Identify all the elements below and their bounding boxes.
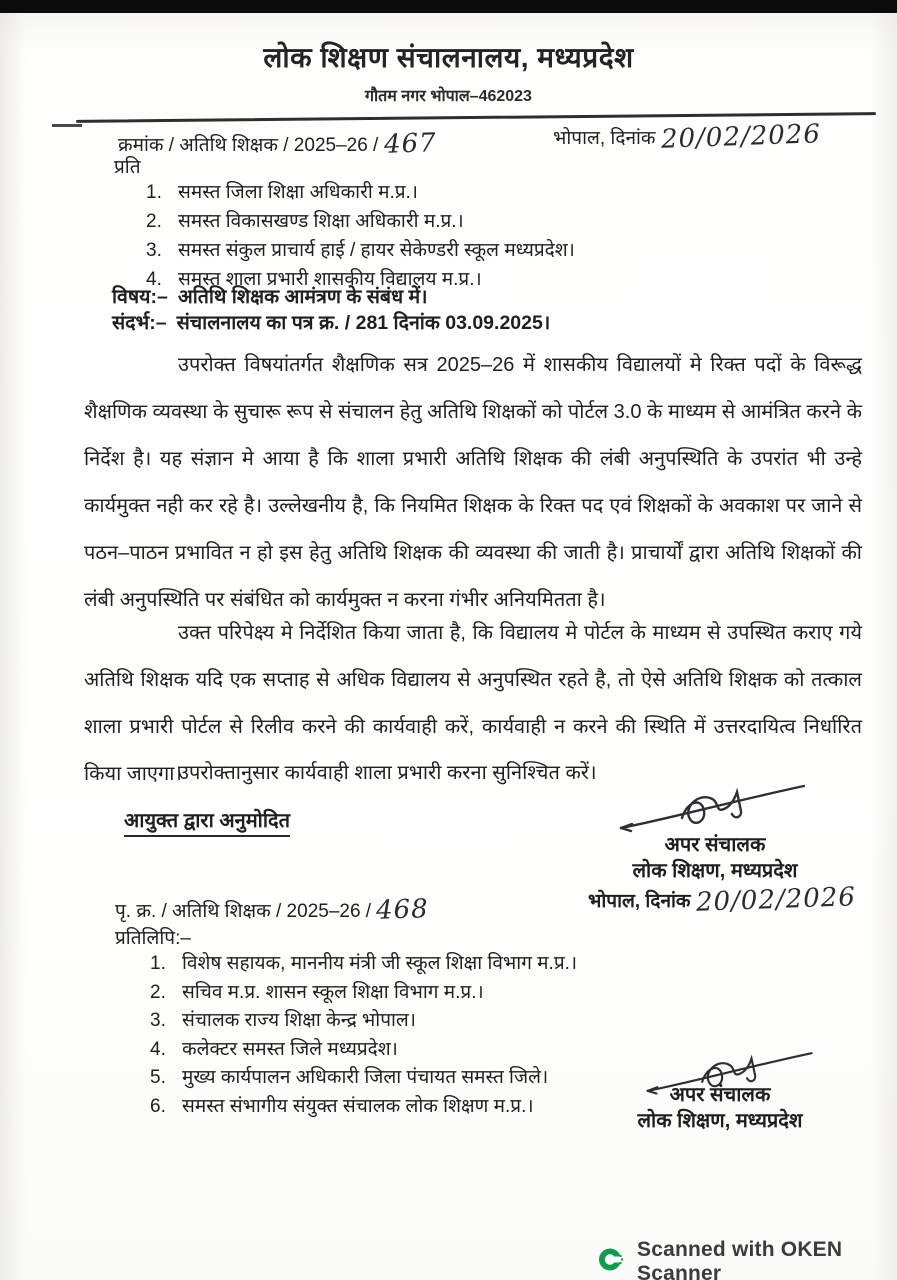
header-rule-dash [52,124,82,127]
copy-item [150,1007,577,1036]
item-text: विशेष सहायक, माननीय मंत्री जी स्कूल शिक्षा विभाग म.प्र.। [182,953,578,974]
item-text: समस्त विकासखण्ड शिक्षा अधिकारी म.प्र.। [178,211,464,232]
copy-item [150,1036,577,1065]
item-text: समस्त संकुल प्राचार्य हाई / हायर सेकेण्डरी स्कूल मध्यप्रदेश। [178,240,575,261]
item-number: 4. [146,269,162,290]
scanner-watermark-text: Scanned with OKEN Scanner [637,1238,843,1280]
signatory1-organization: लोक शिक्षण, मध्यप्रदेश [632,860,798,882]
signatory2-designation: अपर संचालक [669,1084,771,1106]
item-number: 5. [150,1067,166,1088]
copy-item [150,1064,577,1093]
item-text: सचिव म.प्र. शासन स्कूल शिक्षा विभाग म.प्र.। [182,981,484,1003]
addressee-item [146,207,575,236]
item-number: 1. [150,953,166,974]
subject-label: विषय:– [112,286,168,308]
item-number: 6. [150,1095,166,1117]
item-number: 3. [150,1010,166,1031]
copy-item [150,1093,577,1122]
body-paragraph-1: उपरोक्त विषयांतर्गत शैक्षणिक सत्र 2025–26 में शासकीय विद्यालयों मे रिक्त पदों के विरूद्ध शैक्षणिक व्यवस्था के सुचारू रूप से संचालन हेतु अतिथि शिक्षकों को पोर्टल 3.0 के माध्यम से आमंत्रित करने के निर्देश है। यह संज्ञान मे आया है कि शाला प्रभारी अतिथि शिक्षक की लंबी अनुपस्थिति के उपरांत भी उन्हे कार्यमुक्त नही कर रहे है। उल्लेखनीय है, कि नियमित शिक्षक के रिक्त पद एवं शिक्षकों के अवकाश पर जाने से पठन–पाठन प्रभावित न हो इस हेतु अतिथि शिक्षक की व्यवस्था की जाती है। प्राचार्यों द्वारा अतिथि शिक्षकों की लंबी अनुपस्थिति पर संबंधित को कार्यमुक्त न करना गंभीर अनियमितता है। [84,354,862,611]
subject-line [112,282,428,309]
body-paragraph-3: उपरोक्तानुसार कार्यवाही शाला प्रभारी करना सुनिश्चित करें। [178,762,597,784]
item-text: मुख्य कार्यपालन अधिकारी जिला पंचायत समस्त जिले। [182,1067,549,1088]
item-number: 2. [146,211,162,232]
reference-number-line [118,128,436,158]
approval-note: आयुक्त द्वारा अनुमोदित [124,806,290,837]
copy-item [150,950,577,979]
endorsement-printed: पृ. क्र. / अतिथि शिक्षक / 2025–26 / [115,901,372,922]
place-date-printed: भोपाल, दिनांक [553,128,656,149]
endorsement-handwritten: 468 [375,894,430,926]
scanner-watermark [598,1238,897,1280]
oken-scanner-logo-icon [598,1246,625,1278]
copy-item [150,979,577,1008]
item-number: 2. [150,981,166,1003]
endorsement-number-line [115,894,429,924]
reference-line [112,308,550,335]
subject-text: अतिथि शिक्षक आमंत्रण के संबंध में। [177,286,428,308]
item-number: 3. [146,240,162,261]
reference-number-printed: क्रमांक / अतिथि शिक्षक / 2025–26 / [118,135,379,156]
copy-to-list [150,950,577,1121]
addressee-list [146,178,575,294]
signature-scribble-1 [618,778,808,836]
signatory1-place-date [588,882,857,918]
signatory1-date-handwritten: 20/02/2026 [695,882,857,918]
reference-number-handwritten: 467 [383,128,437,160]
item-text: संचालक राज्य शिक्षा केन्द्र भोपाल। [182,1010,417,1031]
to-label: प्रति [114,157,141,178]
scan-edge-band [0,0,897,13]
item-text: समस्त जिला शिक्षा अधिकारी म.प्र.। [178,182,419,203]
item-number: 4. [150,1038,166,1060]
addressee-item [146,178,575,207]
item-text: समस्त संभागीय संयुक्त संचालक लोक शिक्षण म.प्र.। [182,1095,534,1117]
signatory2-organization: लोक शिक्षण, मध्यप्रदेश [637,1110,803,1132]
item-text: समस्त शाला प्रभारी शासकीय विद्यालय म.प्र.। [178,269,482,290]
date-handwritten: 20/02/2026 [660,119,822,155]
reference-label: संदर्भ:– [112,312,167,334]
signatory1-place-date-printed: भोपाल, दिनांक [588,891,691,912]
body-paragraph-2: उक्त परिपेक्ष्य मे निर्देशित किया जाता है, कि विद्यालय मे पोर्टल के माध्यम से उपस्थित कराए गये अतिथि शिक्षक यदि एक सप्ताह से अधिक विद्यालय से अनुपस्थित रहते है, तो ऐसे अतिथि शिक्षक को तत्काल शाला प्रभारी पोर्टल से रिलीव करने की कार्यवाही करें, कार्यवाही न करने की स्थिति में उत्तरदायित्व निर्धारित किया जाएगा। [84,622,862,785]
addressee-item [146,236,575,265]
item-number: 1. [146,182,162,203]
reference-text: संचालनालय का पत्र क्र. / 281 दिनांक 03.09.2025। [176,312,551,334]
place-date-line [553,119,822,155]
letterhead-title: लोक शिक्षण संचालनालय, मध्यप्रदेश [263,42,634,73]
letterhead-address: गौतम नगर भोपाल–462023 [365,88,532,105]
copy-to-label: प्रतिलिपि:– [115,928,191,949]
signatory1-designation: अपर संचालक [664,834,766,856]
item-text: कलेक्टर समस्त जिले मध्यप्रदेश। [182,1038,398,1060]
